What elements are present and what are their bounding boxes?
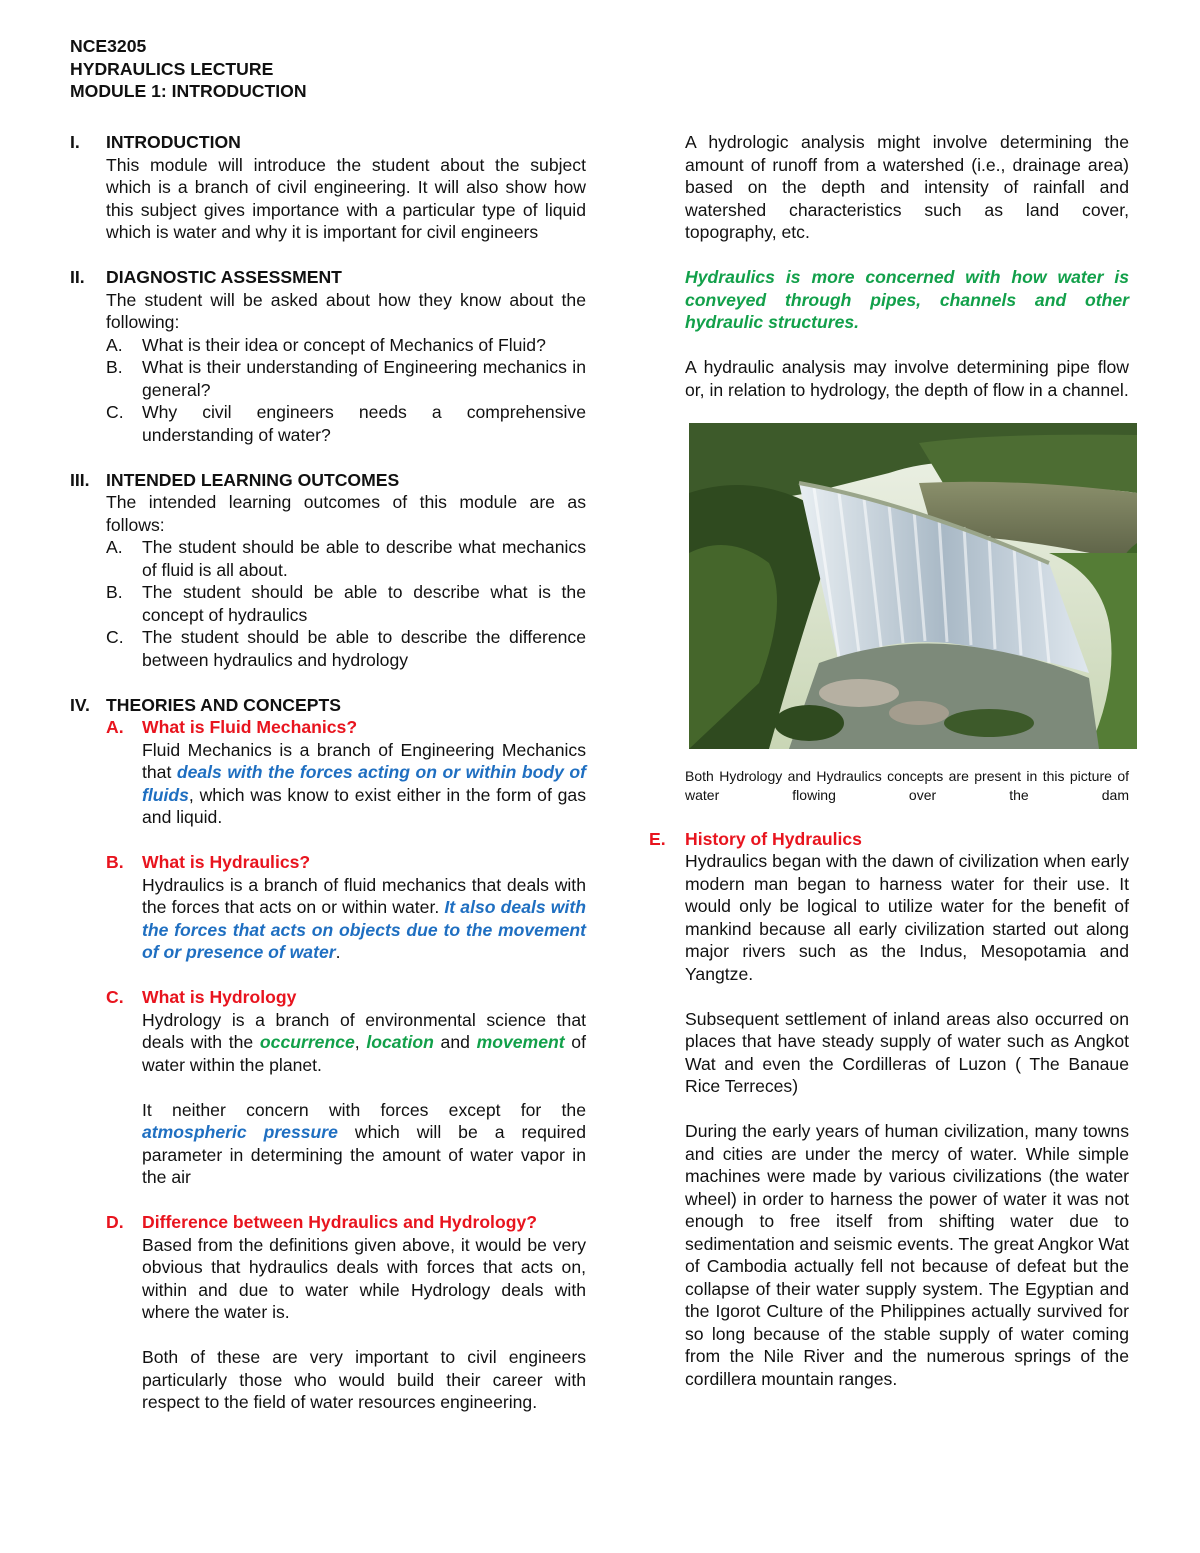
body-text: . (335, 942, 341, 962)
emphasis-text: deals with the forces acting on or within body of fluids (142, 762, 587, 805)
body-text: Hydrology is a branch of environmental science that deals with the (142, 1009, 586, 1052)
section-body: This module will introduce the student about the subject which is a branch of civil engineering. It will also show how this subject gives importance with a particular type of liquid which is water and why it is important for civil engineers (106, 154, 586, 242)
course-code: NCE3205 (70, 36, 147, 56)
subsection-title: Difference between Hydraulics and Hydrology? (142, 1212, 537, 1232)
subsection-fluid-mechanics (70, 716, 586, 829)
body-text: and (433, 1032, 477, 1052)
subsection-title: What is Hydrology (142, 987, 297, 1007)
subsection-body (142, 739, 586, 829)
section-title: THEORIES AND CONCEPTS (106, 694, 341, 715)
list-text: The student should be able to describe what mechanics of fluid is all about. (142, 537, 586, 580)
list-text: What is their idea or concept of Mechanics of Fluid? (142, 334, 546, 355)
section-number: I. (70, 132, 80, 152)
list-item (106, 626, 586, 671)
list-letter: A. (106, 537, 123, 557)
section-learning-outcomes (70, 469, 586, 672)
list-letter: B. (106, 357, 123, 377)
subsection-title: What is Fluid Mechanics? (142, 717, 358, 737)
emphasis-text: movement (476, 1032, 565, 1052)
emphasis-text: occurrence (259, 1032, 355, 1052)
left-column (70, 131, 586, 1414)
module-title: MODULE 1: INTRODUCTION (70, 81, 307, 102)
subsection-body (142, 1009, 586, 1077)
subsection-difference (70, 1211, 586, 1414)
subsection-title: History of Hydraulics (685, 828, 862, 849)
subsection-letter: C. (106, 987, 124, 1007)
list-item (106, 356, 586, 401)
emphasis-text: location (366, 1032, 434, 1052)
section-title: INTENDED LEARNING OUTCOMES (106, 469, 400, 490)
body-text: Fluid Mechanics is a branch of Engineering Mechanics that (142, 739, 586, 782)
emphasis-text: atmospheric pressure (142, 1122, 338, 1142)
list-item (106, 536, 586, 581)
subsection-body: Based from the definitions given above, it would be very obvious that hydraulics deals with forces that acts on, within and due to water while Hydrology deals with where the water is. (142, 1234, 586, 1322)
list-item (106, 581, 586, 626)
subsection-body (142, 1099, 586, 1189)
subsection-body (142, 874, 586, 964)
document-header (70, 35, 307, 103)
hydrologic-analysis-paragraph: A hydrologic analysis might involve determining the amount of runoff from a watershed (i.e., drainage area) based on the depth and intensity of rainfall and watershed characteristics such as land cover, topography, etc. (685, 132, 1129, 242)
subsection-body: Both of these are very important to civil engineers particularly those who would build their career with respect to the field of water resources engineering. (142, 1347, 586, 1412)
course-title: HYDRAULICS LECTURE (70, 58, 274, 79)
list-letter: C. (106, 402, 124, 422)
subsection-body: Subsequent settlement of inland areas also occurred on places that have steady supply of water such as Angkot Wat and even the Cordilleras of Luzon ( The Banaue Rice Terreces) (685, 1008, 1129, 1096)
section-number: IV. (70, 694, 90, 715)
subsection-history (649, 828, 1129, 1391)
section-number: III. (70, 469, 90, 490)
body-text: It neither concern with forces except for the (142, 1099, 586, 1120)
list-letter: C. (106, 627, 124, 647)
section-number: II. (70, 267, 85, 287)
section-diagnostic (70, 266, 586, 446)
subsection-letter: A. (106, 717, 124, 737)
subsection-body: Hydraulics began with the dawn of civilization when early modern man began to harness water for their use. It would only be logical to utilize water for the benefit of mankind because all early civilization started out along major rivers such as the Indus, Mesopotamia and Yangtze. (685, 851, 1129, 984)
body-text: , (354, 1032, 367, 1052)
dam-photo (689, 423, 1137, 749)
section-title: DIAGNOSTIC ASSESSMENT (106, 267, 342, 287)
subsection-body: During the early years of human civilization, many towns and cities are under the mercy of water. While simple machines were made by various civilizations (the water wheel) in order to harness the power of water it was not enough to free itself from shifting water due to sedimentation and seismic events. The great Angkor Wat of Cambodia actually fell not because of defeat but the collapse of their water supply system. The Egyptian and the Igorot Culture of the Philippines actually survived for so long because of the stable supply of water coming from the Nile River and the numerous springs of the cordillera mountain ranges. (685, 1121, 1129, 1389)
photo-caption: Both Hydrology and Hydraulics concepts are present in this picture of water flowing over the dam (685, 768, 1129, 803)
subsection-letter: E. (649, 828, 666, 849)
list-text: The student should be able to describe the difference between hydraulics and hydrology (142, 627, 586, 670)
section-body: The student will be asked about how they know about the following: (106, 289, 586, 332)
subsection-letter: D. (106, 1212, 124, 1232)
section-body: The intended learning outcomes of this module are as follows: (106, 492, 586, 535)
body-text: Hydraulics is a branch of fluid mechanics that deals with the forces that acts on or within water. (142, 874, 586, 917)
body-text: of water within the planet. (142, 1032, 586, 1075)
hydraulics-highlight: Hydraulics is more concerned with how water is conveyed through pipes, channels and other hydraulic structures. (685, 267, 1129, 332)
section-introduction (70, 131, 586, 244)
list-text: Why civil engineers needs a comprehensive understanding of water? (142, 402, 586, 445)
subsection-hydrology (70, 986, 586, 1189)
section-theories (70, 694, 586, 1414)
section-title: INTRODUCTION (106, 132, 241, 152)
list-item (106, 401, 586, 446)
hydraulic-analysis-paragraph: A hydraulic analysis may involve determining pipe flow or, in relation to hydrology, the depth of flow in a channel. (685, 357, 1129, 400)
subsection-letter: B. (106, 852, 124, 872)
subsection-hydraulics (70, 851, 586, 964)
subsection-title: What is Hydraulics? (142, 852, 311, 872)
list-text: The student should be able to describe what is the concept of hydraulics (142, 582, 586, 625)
list-item (106, 334, 586, 357)
list-letter: B. (106, 582, 123, 602)
body-text: which will be a required parameter in determining the amount of water vapor in the air (142, 1122, 586, 1187)
list-text: What is their understanding of Engineering mechanics in general? (142, 357, 586, 400)
right-column (649, 131, 1129, 1390)
list-letter: A. (106, 334, 123, 355)
body-text: , which was know to exist either in the form of gas and liquid. (142, 784, 586, 827)
emphasis-text: It also deals with the forces that acts on objects due to the movement of or presence of water (142, 897, 586, 962)
